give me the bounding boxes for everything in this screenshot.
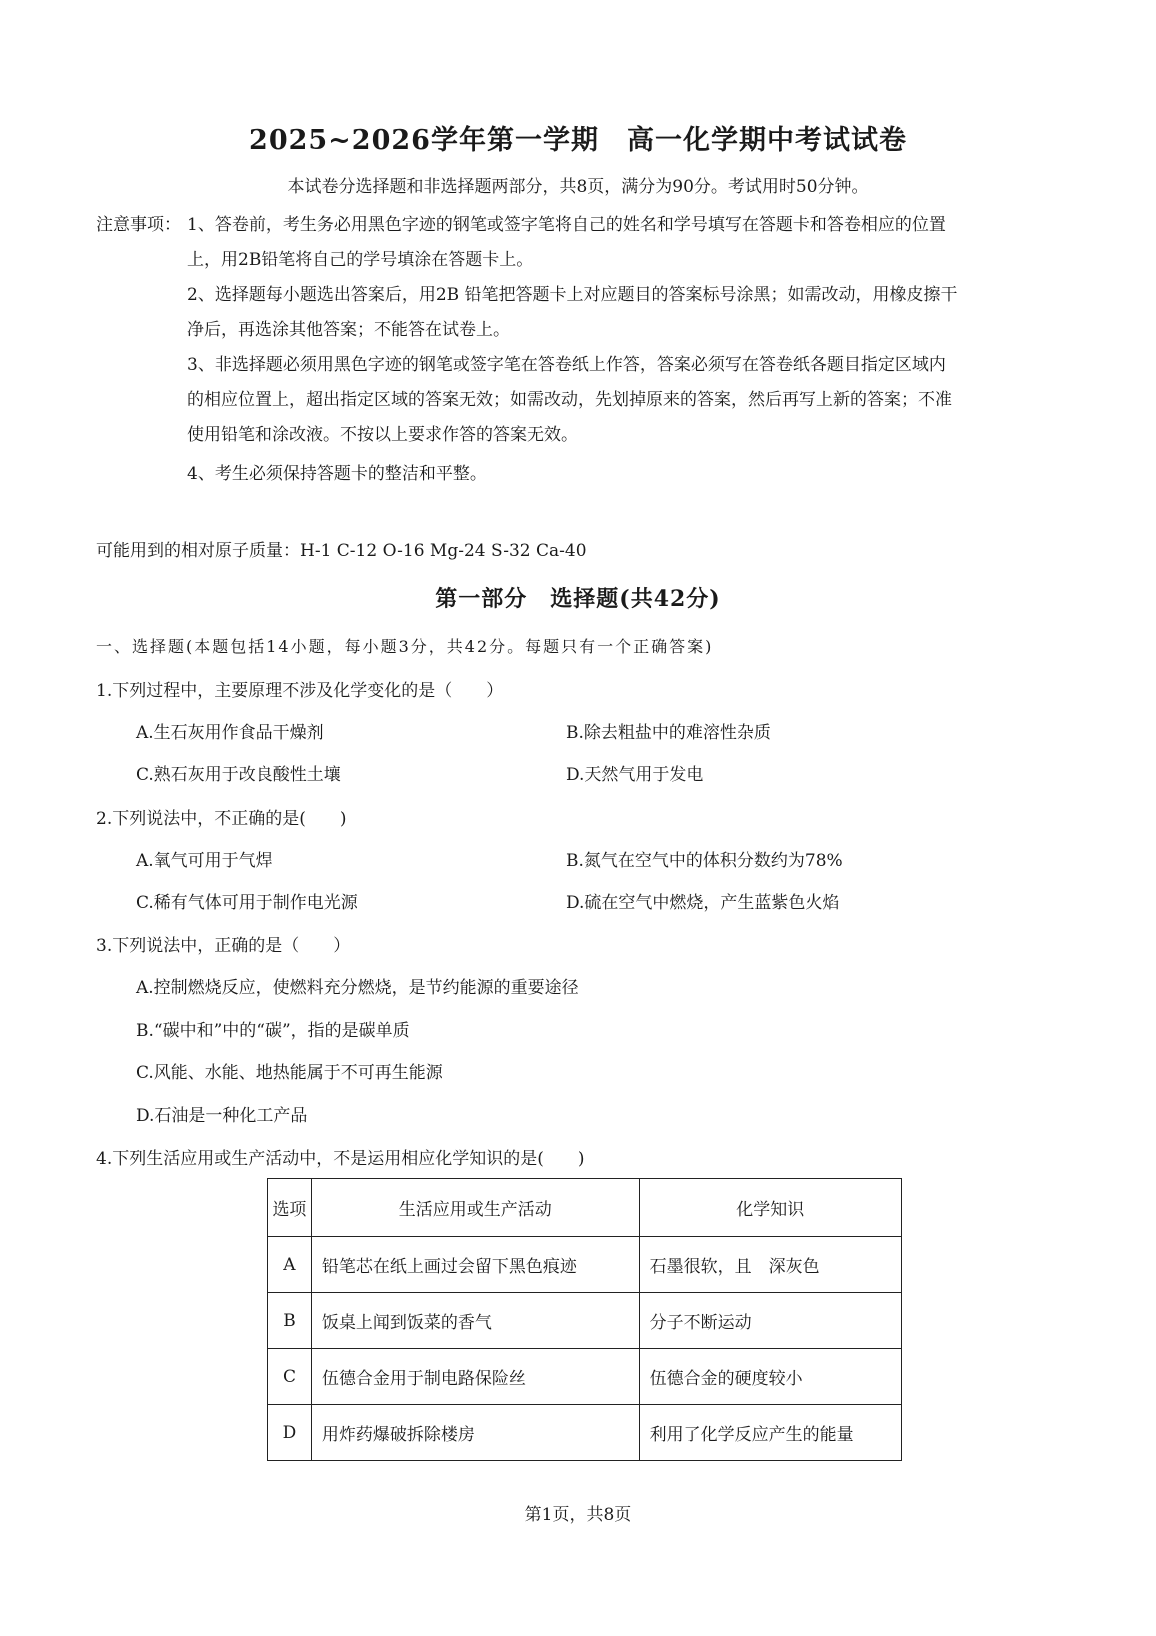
- option-a: A.生石灰用作食品干燥剂: [136, 723, 324, 743]
- option-c: C.稀有气体可用于制作电光源: [136, 893, 358, 913]
- table-cell-activity: 用炸药爆破拆除楼房: [311, 1405, 639, 1461]
- section-description: 一、选择题(本题包括14小题，每小题3分，共42分。每题只有一个正确答案): [96, 637, 714, 656]
- option-a: A.控制燃烧反应，使燃料充分燃烧，是节约能源的重要途径: [136, 978, 579, 998]
- table-row: [268, 1293, 902, 1349]
- notes-line: 的相应位置上，超出指定区域的答案无效；如需改动，先划掉原来的答案，然后再写上新的答案；不准: [187, 390, 952, 410]
- table-cell-activity: 铅笔芯在纸上画过会留下黑色痕迹: [311, 1237, 639, 1293]
- option-b: B.除去粗盐中的难溶性杂质: [566, 723, 771, 743]
- option-c: C.熟石灰用于改良酸性土壤: [136, 765, 341, 785]
- table-cell-option: D: [268, 1405, 312, 1461]
- table-cell-activity: 伍德合金用于制电路保险丝: [311, 1349, 639, 1405]
- question-4-table: [267, 1178, 902, 1461]
- table-cell-knowledge: 分子不断运动: [639, 1293, 901, 1349]
- notes-line: 2、选择题每小题选出答案后，用2B 铅笔把答题卡上对应题目的答案标号涂黑；如需改动，用橡皮擦干: [187, 285, 958, 305]
- option-c: C.风能、水能、地热能属于不可再生能源: [136, 1063, 443, 1083]
- atomic-masses: 可能用到的相对原子质量：H-1 C-12 O-16 Mg-24 S-32 Ca-40: [96, 541, 587, 561]
- notes-line: 3、非选择题必须用黑色字迹的钢笔或签字笔在答卷纸上作答，答案必须写在答卷纸各题目指定区域内: [187, 355, 946, 375]
- notes-line: 上，用2B铅笔将自己的学号填涂在答题卡上。: [187, 250, 534, 270]
- table-header-cell: 选项: [268, 1179, 312, 1237]
- section-title: 第一部分 选择题(共42分): [435, 586, 721, 612]
- page-number: 第1页，共8页: [524, 1505, 632, 1525]
- notes-line: 1、答卷前，考生务必用黑色字迹的钢笔或签字笔将自己的姓名和学号填写在答题卡和答卷相应的位置: [187, 215, 946, 235]
- question-stem: 1.下列过程中，主要原理不涉及化学变化的是（ ）: [96, 681, 504, 701]
- table-row: [268, 1237, 902, 1293]
- table-cell-option: C: [268, 1349, 312, 1405]
- notes-line: 4、考生必须保持答题卡的整洁和平整。: [187, 464, 487, 484]
- notes-line: 使用铅笔和涂改液。不按以上要求作答的答案无效。: [187, 425, 578, 445]
- option-d: D.天然气用于发电: [566, 765, 704, 785]
- table-row: [268, 1405, 902, 1461]
- option-b: B.“碳中和”中的“碳”，指的是碳单质: [136, 1021, 410, 1041]
- table-header-row: [268, 1179, 902, 1237]
- table-cell-knowledge: 伍德合金的硬度较小: [639, 1349, 901, 1405]
- table-header-cell: 化学知识: [639, 1179, 901, 1237]
- table-header-cell: 生活应用或生产活动: [311, 1179, 639, 1237]
- option-a: A.氧气可用于气焊: [136, 851, 273, 871]
- option-b: B.氮气在空气中的体积分数约为78%: [566, 851, 843, 871]
- notes-line: 净后，再选涂其他答案；不能答在试卷上。: [187, 320, 510, 340]
- question-stem: 2.下列说法中，不正确的是( ): [96, 809, 347, 829]
- option-d: D.石油是一种化工产品: [136, 1106, 308, 1126]
- option-d: D.硫在空气中燃烧，产生蓝紫色火焰: [566, 893, 840, 913]
- exam-title: 2025~2026学年第一学期 高一化学期中考试试卷: [249, 125, 907, 156]
- notes-label: 注意事项：: [96, 215, 181, 235]
- table-cell-option: A: [268, 1237, 312, 1293]
- table-row: [268, 1349, 902, 1405]
- table-cell-option: B: [268, 1293, 312, 1349]
- table-cell-knowledge: 利用了化学反应产生的能量: [639, 1405, 901, 1461]
- table-cell-knowledge: 石墨很软，且 深灰色: [639, 1237, 901, 1293]
- question-stem: 3.下列说法中，正确的是（ ）: [96, 936, 351, 956]
- table-cell-activity: 饭桌上闻到饭菜的香气: [311, 1293, 639, 1349]
- exam-subtitle: 本试卷分选择题和非选择题两部分，共8页，满分为90分。考试用时50分钟。: [287, 177, 869, 197]
- question-stem: 4.下列生活应用或生产活动中，不是运用相应化学知识的是( ): [96, 1149, 585, 1169]
